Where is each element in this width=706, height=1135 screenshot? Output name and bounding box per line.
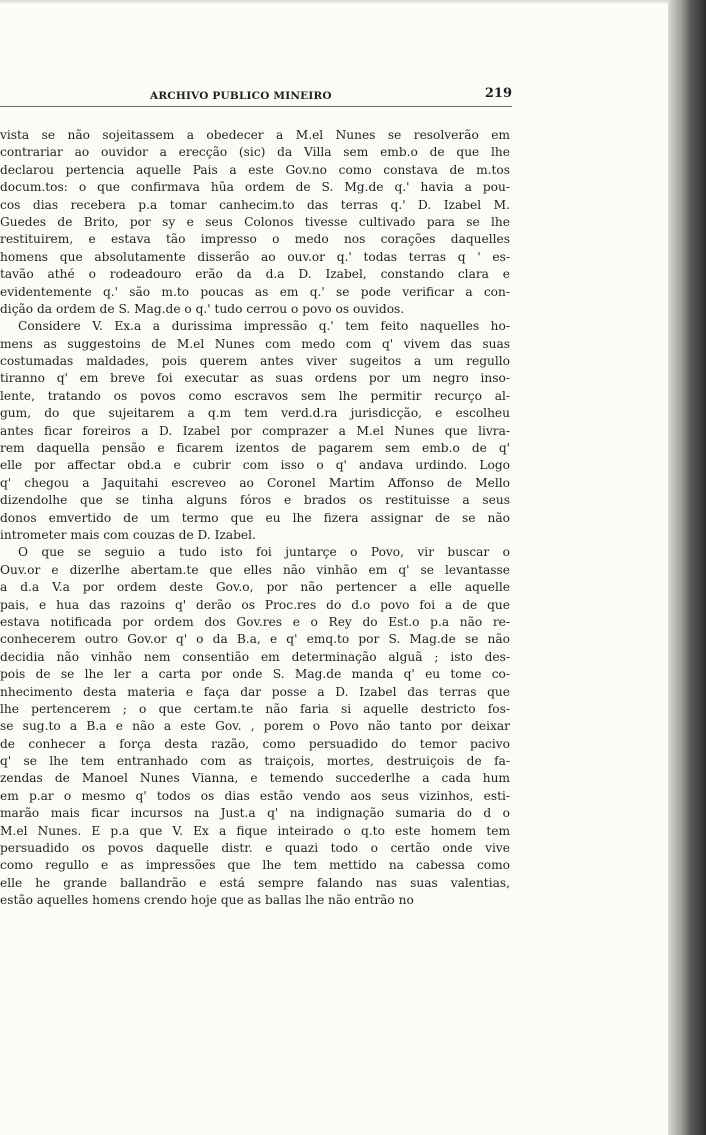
text-line: vista se não sojeitassem a obedecer a M.el Nunes se resolverão em (0, 128, 510, 142)
text-line: elle he grande ballandrão e está sempre falando nas suas valentias, (0, 875, 510, 890)
book-binding-edge (668, 0, 706, 1135)
text-line: q' se lhe tem entranhado com as traiçois, mortes, destruiçois de fa- (0, 754, 510, 769)
text-line: M.el Nunes. E p.a que V. Ex a fique inteirado o q.to este homem tem (0, 823, 510, 838)
text-line: costumadas maldades, pois querem antes viver sugeitos a um regullo (0, 354, 510, 369)
text-line: pois de se lhe ler a carta por onde S. Mag.de manda q' eu tome co- (0, 667, 510, 682)
running-title: ARCHIVO PUBLICO MINEIRO (150, 90, 332, 102)
text-line: lente, tratando os povos como escravos sem lhe permitir recurço al- (0, 388, 510, 403)
text-line: homens que absolutamente disserão ao ouv.or q.' todas terras q ' es- (0, 249, 510, 264)
text-line: elle por affectar obd.a e cubrir com isso o q' andava urdindo. Logo (0, 458, 510, 473)
text-line: marão mais ficar incursos na Just.a q' na indignação sumaria do d o (0, 806, 510, 821)
text-line: contrariar ao ouvidor a erecção (sic) da Villa sem emb.o de que lhe (0, 145, 510, 160)
text-line: como regullo e as impressões que lhe tem mettido na cabessa como (0, 858, 510, 873)
text-line: em p.ar o mesmo q' todos os dias estão vendo aos seus vizinhos, esti- (0, 788, 510, 803)
text-line: tiranno q' em breve foi executar as suas ordens por um negro inso- (0, 371, 510, 386)
text-line: mens as suggestoins de M.el Nunes com medo com q' vivem das suas (0, 336, 510, 351)
text-line: decidia não vinhão nem consentião em determinação alguã ; isto des- (0, 649, 510, 664)
text-line: antes ficar foreiros a D. Izabel por comprazer a M.el Nunes que livra- (0, 423, 510, 438)
text-line: dizendolhe que se tinha alguns fóros e brados os restituisse a seus (0, 493, 510, 508)
page-number: 219 (484, 86, 512, 101)
text-line: intrometer mais com couzas de D. Izabel. (0, 527, 256, 542)
text-line: docum.tos: o que confirmava hũa ordem de S. Mg.de q.' havia a pou- (0, 180, 510, 195)
text-line: persuadido os povos daquelle distr. e quazi todo o certão onde vive (0, 841, 510, 856)
text-line: lhe pertencerem ; o que certam.te não faria si aquelle destricto fos- (0, 701, 510, 716)
text-line: nhecimento desta materia e faça dar posse a D. Izabel das terras que (0, 684, 510, 699)
text-line: a d.a V.a por ordem deste Gov.o, por não pertencer a elle aquelle (0, 580, 510, 595)
text-line: O que se seguio a tudo isto foi juntarçe o Povo, vir buscar o (18, 545, 510, 560)
text-line: evidentemente q.' são m.to poucas as em q.' se pode verificar a con- (0, 284, 510, 299)
text-line: Guedes de Brito, por sy e seus Colonos tivesse cultivado para se lhe (0, 214, 510, 229)
page-header (0, 86, 512, 107)
text-line: de conhecer a força desta razão, como persuadido do temor pacivo (0, 736, 510, 751)
text-line: gum, do que sujeitarem a q.m tem verd.d.ra jurisdicção, e escolheu (0, 406, 510, 421)
text-line: cos dias recebera p.a tomar canhecim.to das terras q.' D. Izabel M. (0, 197, 510, 212)
paragraph (0, 544, 510, 909)
text-line: conhecerem outro Gov.or q' o da B.a, e q' emq.to por S. Mag.de se não (0, 632, 510, 647)
text-line: rem daquella pensão e ficarem izentos de pagarem sem emb.o de q' (0, 441, 510, 456)
text-line: estava notificada por ordem dos Gov.res e o Rey do Est.o p.a não re- (0, 614, 510, 629)
text-line: Considere V. Ex.a a durissima impressão q.' tem feito naquelles ho- (18, 319, 510, 334)
text-line: se sug.to a B.a e não a este Gov. , porem o Povo não tanto por deixar (0, 719, 510, 734)
text-line: donos emvertido de um termo que eu lhe fizera assignar de se não (0, 510, 510, 525)
text-line: Ouv.or e dizerlhe abertam.te que elles não vinhão em q' se levantasse (0, 562, 510, 577)
body-text (0, 127, 510, 910)
text-line: dição da ordem de S. Mag.de o q.' tudo cerrou o povo os ouvidos. (0, 301, 405, 316)
text-line: declarou pertencia aquelle Pais a este Gov.no como constava de m.tos (0, 162, 510, 177)
text-line: zendas de Manoel Nunes Vianna, e temendo succederlhe a cada hum (0, 771, 510, 786)
text-line: tavão athé o rodeadouro erão da d.a D. Izabel, constando clara e (0, 267, 510, 282)
text-line: restituirem, e estava tão impresso o medo nos corações daquelles (0, 232, 510, 247)
paragraph (0, 127, 510, 318)
text-line: q' chegou a Jaquitahi escreveo ao Coronel Martim Affonso de Mello (0, 475, 510, 490)
page-top-shading (0, 0, 668, 4)
text-line: estão aquelles homens crendo hoje que as ballas lhe não entrão no (0, 893, 414, 908)
paragraph (0, 318, 510, 544)
text-line: pais, e hua das razoins q' derão os Proc.res do d.o povo foi a de que (0, 597, 510, 612)
